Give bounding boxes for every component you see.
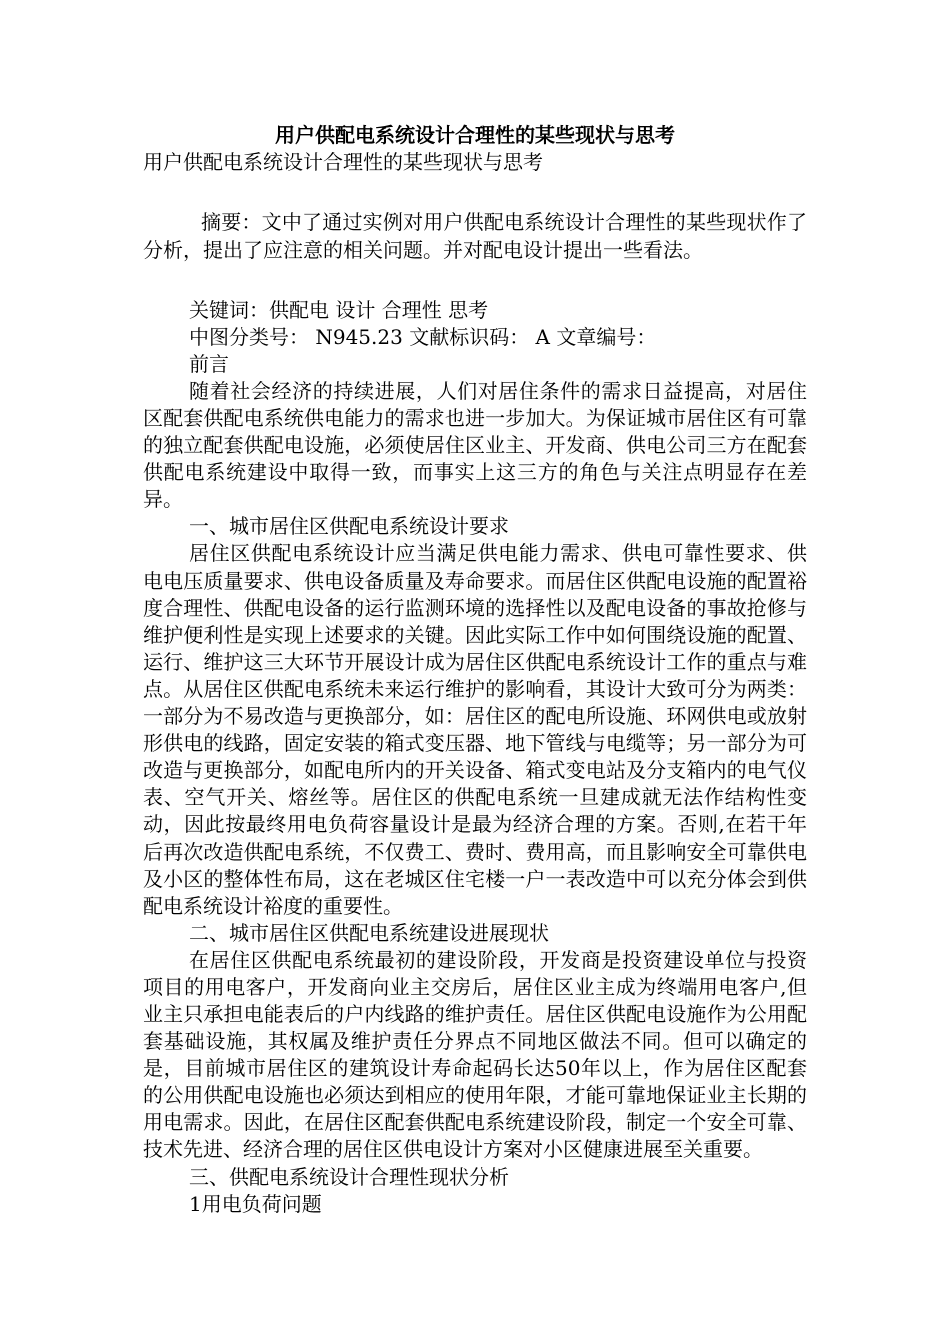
keywords-line: 关键词：供配电 设计 合理性 思考 [189,298,489,322]
classification-line: 中图分类号： N945.23 文献标识码： A 文章编号： [189,325,657,349]
section-heading-3: 三、供配电系统设计合理性现状分析 [189,1164,509,1189]
section-heading-2: 二、城市居住区供配电系统建设进展现状 [189,920,549,945]
subsection-heading-1: 1用电负荷问题 [189,1191,322,1216]
preface-paragraph: 随着社会经济的持续进展，人们对居住条件的需求日益提高，对居住区配套供配电系统供电能力的需求也进一步加大。为保证城市居住区有可靠的独立配套供配电设施，必须使居住区业主、开发商、供电公司三方在配套供配电系统建设中取得一致，而事实上这三方的角色与关注点明显存在差异。 [143,379,807,512]
document-body [143,122,807,1218]
document-title: 用户供配电系统设计合理性的某些现状与思考 [275,123,675,147]
section-heading-1: 一、城市居住区供配电系统设计要求 [189,514,509,539]
section-paragraph-2: 在居住区供配电系统最初的建设阶段，开发商是投资建设单位与投资项目的用电客户，开发商向业主交房后，居住区业主成为终端用电客户,但业主只承担电能表后的户内线路的维护责任。居住区供配电设施作为公用配套基础设施，其权属及维护责任分界点不同地区做法不同。但可以确定的是，目前城市居住区的建筑设计寿命起码长达50年以上，作为居住区配套的公用供配电设施也必须达到相应的使用年限，才能可靠地保证业主长期的用电需求。因此，在居住区配套供配电系统建设阶段，制定一个安全可靠、技术先进、经济合理的居住区供电设计方案对小区健康进展至关重要。 [143,947,807,1162]
document-subtitle: 用户供配电系统设计合理性的某些现状与思考 [143,150,543,174]
section-paragraph-1: 居住区供配电系统设计应当满足供电能力需求、供电可靠性要求、供电电压质量要求、供电设备质量及寿命要求。而居住区供配电设施的配置裕度合理性、供配电设备的运行监测环境的选择性以及配电设备的事故抢修与维护便利性是实现上述要求的关键。因此实际工作中如何围绕设施的配置、运行、维护这三大环节开展设计成为居住区供配电系统设计工作的重点与难点。从居住区供配电系统未来运行维护的影响看，其设计大致可分为两类：一部分为不易改造与更换部分，如：居住区的配电所设施、环网供电或放射形供电的线路，固定安装的箱式变压器、地下管线与电缆等；另一部分为可改造与更换部分，如配电所内的开关设备、箱式变电站及分支箱内的电气仪表、空气开关、熔丝等。居住区的供配电系统一旦建成就无法作结构性变动，因此按最终用电负荷容量设计是最为经济合理的方案。否则,在若干年后再次改造供配电系统，不仅费工、费时、费用高，而且影响安全可靠供电及小区的整体性布局，这在老城区住宅楼一户一表改造中可以充分体会到供配电系统设计裕度的重要性。 [143,541,807,918]
abstract-paragraph: 摘要：文中了通过实例对用户供配电系统设计合理性的某些现状作了分析，提出了应注意的相关问题。并对配电设计提出一些看法。 [143,210,807,262]
preface-heading: 前言 [189,352,229,376]
